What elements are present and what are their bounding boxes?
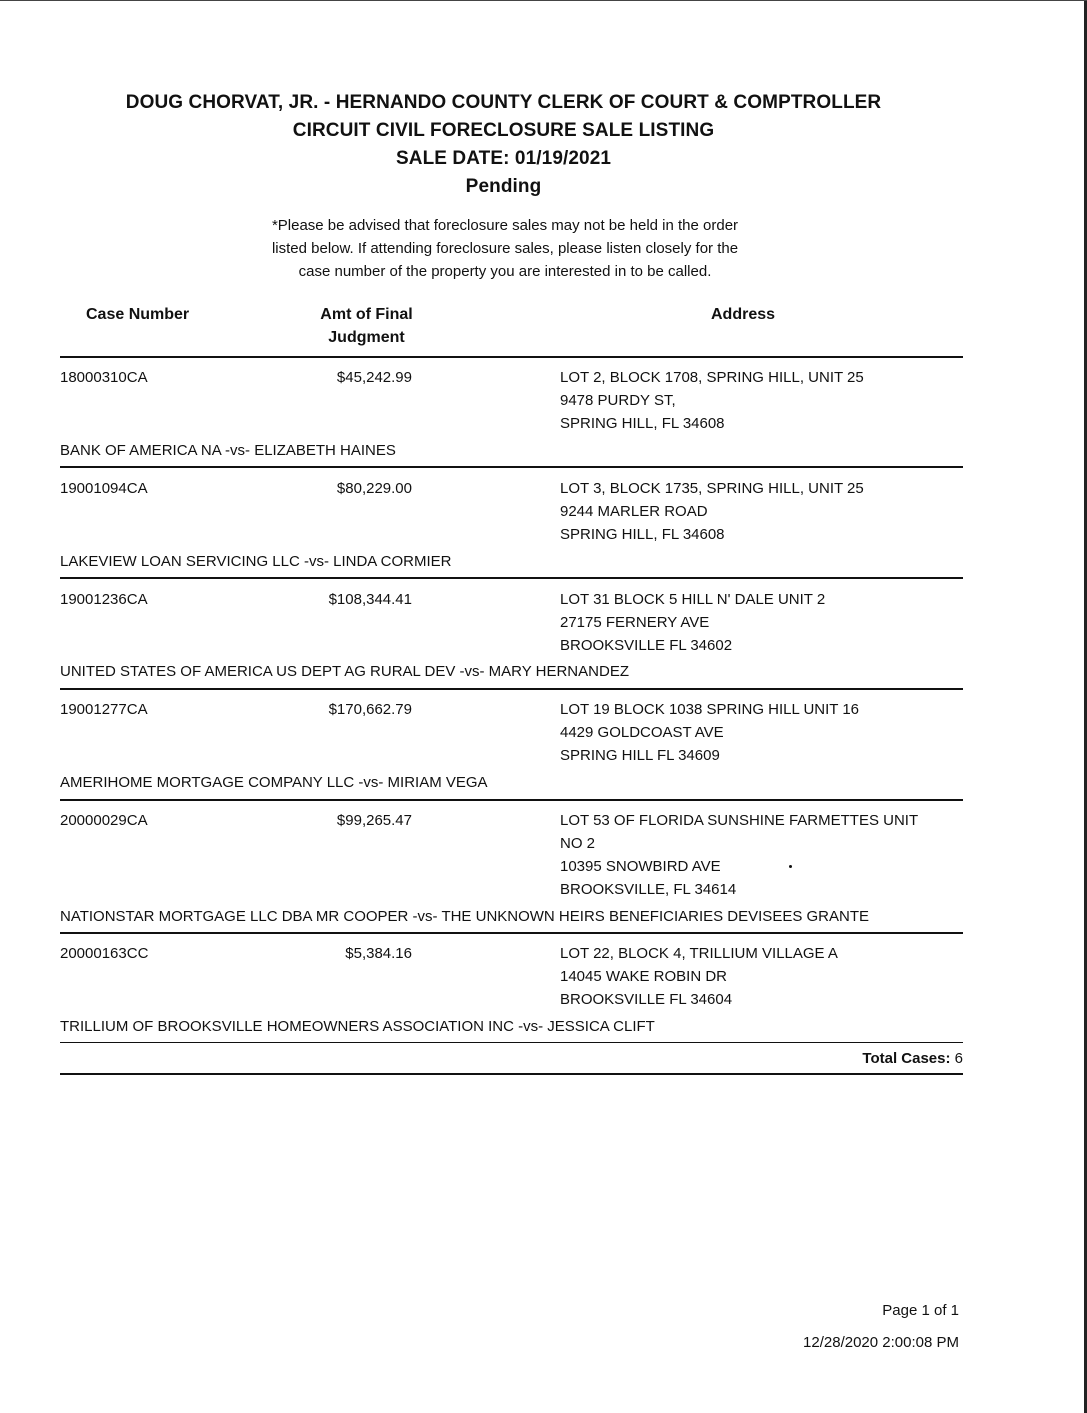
judgment-amount: $99,265.47 (336, 812, 412, 829)
case-number: 19001277CA (60, 701, 148, 718)
case-parties: NATIONSTAR MORTGAGE LLC DBA MR COOPER -vs- THE UNKNOWN HEIRS BENEFICIARIES DEVISEES GRANTE (60, 908, 870, 925)
row-separator (60, 932, 963, 934)
total-cases-label: Total Cases: (862, 1050, 951, 1067)
row-separator (60, 466, 963, 468)
address-line: LOT 22, BLOCK 4, TRILLIUM VILLAGE A (560, 945, 838, 962)
column-header-case-number: Case Number (86, 306, 190, 323)
case-number: 18000310CA (60, 369, 148, 386)
address-line: 27175 FERNERY AVE (560, 614, 710, 631)
header-status: Pending (465, 176, 542, 197)
page-number: Page 1 of 1 (882, 1302, 959, 1319)
column-header-address: Address (711, 306, 776, 323)
sale-notice (230, 214, 780, 283)
address-line: 9478 PURDY ST, (560, 392, 676, 409)
case-number: 19001094CA (60, 480, 148, 497)
address-line: NO 2 (560, 835, 596, 852)
address-line: 4429 GOLDCOAST AVE (560, 724, 724, 741)
case-parties: UNITED STATES OF AMERICA US DEPT AG RURAL DEV -vs- MARY HERNANDEZ (60, 663, 629, 680)
address-line: LOT 19 BLOCK 1038 SPRING HILL UNIT 16 (560, 701, 860, 718)
case-parties: TRILLIUM OF BROOKSVILLE HOMEOWNERS ASSOCIATION INC -vs- JESSICA CLIFT (60, 1018, 655, 1035)
property-address (560, 698, 950, 767)
document-header (0, 89, 1007, 201)
table-header-rule (60, 356, 963, 358)
case-parties: AMERIHOME MORTGAGE COMPANY LLC -vs- MIRIAM VEGA (60, 774, 488, 791)
address-line: BROOKSVILLE FL 34604 (560, 991, 733, 1008)
column-header-amount (314, 303, 419, 349)
case-number: 20000029CA (60, 812, 148, 829)
column-header-amount-line2: Judgment (328, 329, 405, 346)
header-sale-date: SALE DATE: 01/19/2021 (395, 148, 612, 169)
total-rule (60, 1073, 963, 1075)
case-parties: LAKEVIEW LOAN SERVICING LLC -vs- LINDA CORMIER (60, 553, 452, 570)
notice-line: *Please be advised that foreclosure sales may not be held in the order (271, 217, 739, 234)
judgment-amount: $5,384.16 (345, 945, 412, 962)
property-address (560, 942, 950, 1011)
row-separator (60, 688, 963, 690)
row-separator (60, 799, 963, 801)
case-number: 19001236CA (60, 591, 148, 608)
address-line: LOT 53 OF FLORIDA SUNSHINE FARMETTES UNIT (560, 812, 919, 829)
address-line: BROOKSVILLE FL 34602 (560, 637, 733, 654)
judgment-amount: $170,662.79 (328, 701, 412, 718)
scan-speck (789, 865, 792, 868)
total-cases (862, 1047, 963, 1070)
header-listing-title: CIRCUIT CIVIL FORECLOSURE SALE LISTING (292, 120, 715, 141)
property-address (560, 477, 950, 546)
notice-line: case number of the property you are interested in to be called. (298, 263, 712, 280)
address-line: SPRING HILL FL 34609 (560, 747, 720, 764)
address-line: LOT 3, BLOCK 1735, SPRING HILL, UNIT 25 (560, 480, 864, 497)
address-line: LOT 31 BLOCK 5 HILL N' DALE UNIT 2 (560, 591, 826, 608)
judgment-amount: $80,229.00 (336, 480, 412, 497)
header-clerk-title: DOUG CHORVAT, JR. - HERNANDO COUNTY CLERK OF COURT & COMPTROLLER (125, 92, 882, 113)
judgment-amount: $108,344.41 (328, 591, 412, 608)
total-cases-value: 6 (954, 1050, 963, 1067)
row-separator (60, 577, 963, 579)
property-address (560, 366, 950, 435)
judgment-amount: $45,242.99 (336, 369, 412, 386)
row-separator (60, 1042, 963, 1043)
column-header-amount-line1: Amt of Final (320, 306, 413, 323)
property-address (560, 588, 950, 657)
case-number: 20000163CC (60, 945, 149, 962)
property-address (560, 809, 950, 901)
address-line: LOT 2, BLOCK 1708, SPRING HILL, UNIT 25 (560, 369, 864, 386)
address-line: SPRING HILL, FL 34608 (560, 526, 725, 543)
address-line: SPRING HILL, FL 34608 (560, 415, 725, 432)
print-timestamp: 12/28/2020 2:00:08 PM (803, 1334, 959, 1351)
address-line: 9244 MARLER ROAD (560, 503, 708, 520)
case-parties: BANK OF AMERICA NA -vs- ELIZABETH HAINES (60, 442, 396, 459)
address-line: BROOKSVILLE, FL 34614 (560, 881, 737, 898)
address-line: 14045 WAKE ROBIN DR (560, 968, 727, 985)
address-line: 10395 SNOWBIRD AVE (560, 858, 721, 875)
notice-line: listed below. If attending foreclosure sales, please listen closely for the (271, 240, 739, 257)
